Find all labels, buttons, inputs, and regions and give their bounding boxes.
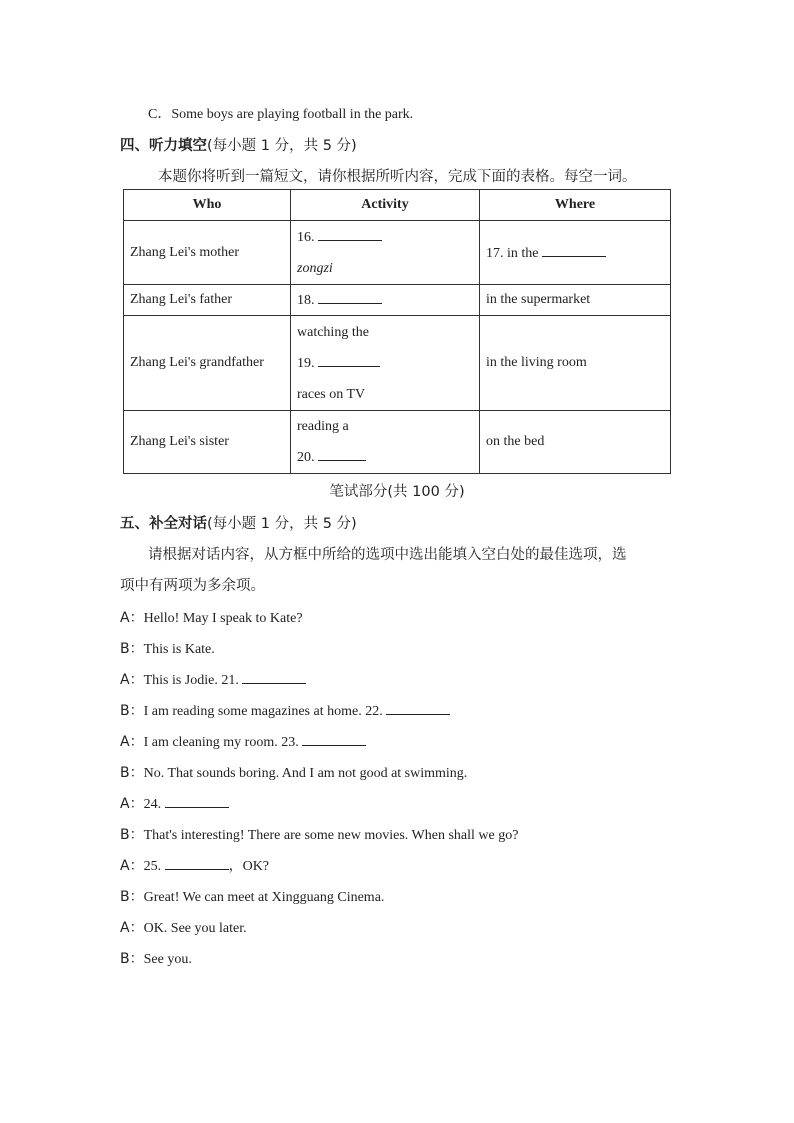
speaker-label: A：: [120, 796, 144, 812]
blank-number: 20.: [297, 450, 315, 465]
dialogue-line: [120, 948, 192, 968]
cell-who: Zhang Lei's grandfather: [124, 316, 291, 411]
dialogue-line: [120, 669, 306, 689]
activity-text: races on TV: [297, 386, 366, 402]
dialogue-text: No. That sounds boring. And I am not good at swimming.: [143, 766, 468, 781]
answer-blank[interactable]: [318, 228, 382, 241]
cell-who: Zhang Lei's mother: [124, 221, 291, 285]
dialogue-text: See you.: [143, 952, 192, 967]
dialogue-line: [120, 638, 215, 658]
section5-instruction-line2: 项中有两项为多余项。: [120, 578, 265, 594]
header-activity: Activity: [291, 190, 480, 221]
dialogue-suffix: ，OK?: [228, 859, 270, 874]
dialogue-text: Great! We can meet at Xingguang Cinema.: [143, 890, 385, 905]
activity-text: reading a: [297, 419, 349, 434]
section4-heading: [120, 134, 357, 155]
table-row: [124, 316, 671, 411]
dialogue-line: [120, 762, 467, 782]
speaker-label: B：: [120, 889, 144, 905]
table-row: [124, 285, 671, 316]
dialogue-line: [120, 700, 450, 720]
written-part-title: 笔试部分(共 100 分): [329, 484, 465, 500]
cell-who: Zhang Lei's father: [124, 285, 291, 316]
option-c: C．Some boys are playing football in the park.: [148, 107, 414, 122]
dialogue-text: That's interesting! There are some new movies. When shall we go?: [143, 828, 519, 843]
answer-blank[interactable]: [318, 448, 366, 461]
section5-heading: [120, 512, 357, 533]
speaker-label: B：: [120, 765, 144, 781]
speaker-label: A：: [120, 920, 144, 936]
dialogue-text: This is Kate.: [143, 642, 215, 657]
cell-activity: [291, 411, 480, 474]
answer-blank[interactable]: [165, 857, 229, 870]
section5-points: (每小题 1 分，共 5 分): [207, 516, 357, 532]
dialogue-line: [120, 793, 229, 813]
table-row: [124, 221, 671, 285]
cell-activity: [291, 285, 480, 316]
section5-instruction-line1: 请根据对话内容，从方框中所给的选项中选出能填入空白处的最佳选项，选: [148, 547, 627, 563]
answer-blank[interactable]: [242, 671, 306, 684]
cell-where: [480, 221, 671, 285]
dialogue-line: [120, 855, 269, 875]
speaker-label: A：: [120, 858, 144, 874]
cell-where: on the bed: [480, 411, 671, 474]
blank-number: 16.: [297, 229, 315, 245]
section5-title: 五、补全对话: [120, 516, 207, 532]
section4-title: 四、听力填空: [120, 138, 207, 154]
answer-blank[interactable]: [165, 795, 229, 808]
dialogue-line: [120, 886, 384, 906]
answer-blank[interactable]: [386, 702, 450, 715]
table-row: [124, 411, 671, 474]
dialogue-text: OK. See you later.: [143, 921, 247, 936]
cell-activity: [291, 221, 480, 285]
header-where: Where: [480, 190, 671, 221]
answer-blank[interactable]: [318, 354, 380, 367]
dialogue-text: 24.: [143, 797, 162, 812]
section4-points: (每小题 1 分，共 5 分): [207, 138, 357, 154]
dialogue-text: Hello! May I speak to Kate?: [143, 611, 303, 626]
speaker-label: A：: [120, 734, 144, 750]
dialogue-line: [120, 607, 303, 627]
blank-number: 18.: [297, 293, 315, 308]
cell-where: in the supermarket: [480, 285, 671, 316]
speaker-label: B：: [120, 951, 144, 967]
blank-number: 17. in the: [486, 245, 539, 261]
speaker-label: B：: [120, 641, 144, 657]
dialogue-line: [120, 731, 366, 751]
header-who: Who: [124, 190, 291, 221]
speaker-label: A：: [120, 672, 144, 688]
dialogue-text: This is Jodie. 21.: [143, 673, 239, 688]
cell-who: Zhang Lei's sister: [124, 411, 291, 474]
activity-word: zongzi: [297, 260, 333, 276]
dialogue-line: [120, 917, 247, 937]
table-header-row: [124, 190, 671, 221]
answer-blank[interactable]: [542, 244, 606, 257]
speaker-label: A：: [120, 610, 144, 626]
speaker-label: B：: [120, 827, 144, 843]
section4-instruction: 本题你将听到一篇短文，请你根据所听内容，完成下面的表格。每空一词。: [158, 169, 637, 185]
speaker-label: B：: [120, 703, 144, 719]
listening-table: [123, 189, 671, 474]
answer-blank[interactable]: [318, 291, 382, 304]
activity-text: watching the: [297, 324, 369, 340]
dialogue-text: I am cleaning my room. 23.: [143, 735, 299, 750]
dialogue-line: [120, 824, 518, 844]
cell-activity: [291, 316, 480, 411]
blank-number: 19.: [297, 355, 315, 371]
cell-where: in the living room: [480, 316, 671, 411]
answer-blank[interactable]: [302, 733, 366, 746]
dialogue-text: I am reading some magazines at home. 22.: [143, 704, 383, 719]
dialogue-text: 25.: [143, 859, 162, 874]
